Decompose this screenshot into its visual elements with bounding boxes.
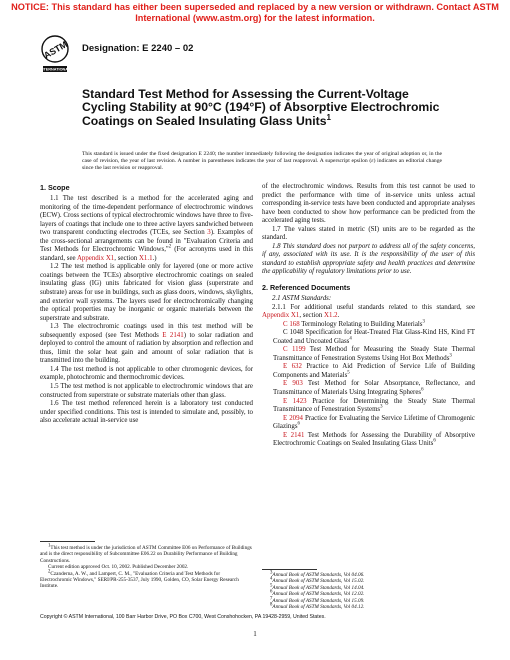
para-2-1: 2.1 ASTM Standards: — [272, 295, 332, 303]
reference-title: Test Method for Measuring the Steady State Thermal Transmittance of Fenestration Systems Using Hot Box Methods — [273, 346, 475, 362]
referenced-docs-heading: 2. Referenced Documents — [262, 283, 351, 293]
reference-title: Test Methods for Assessing the Durability of Absorptive Electrochromic Coatings on Sealed Insulating Glass Units — [273, 431, 475, 448]
left-column — [40, 183, 253, 426]
reference-item — [262, 329, 475, 346]
footnote-8: $^8$Annual Book of ASTM Standards, Vol 04.12. — [270, 602, 365, 611]
section-3-link[interactable]: 3 — [207, 229, 211, 237]
reference-title: Practice for Evaluating the Service Lifetime of Chromogenic Glazings — [273, 414, 475, 431]
reference-footnote-ref: 3 — [449, 353, 452, 359]
para-1-5: 1.5 The test method is not applicable to electrochromic windows that are constructed from superstrate or substrate materials other than glass. — [40, 383, 253, 399]
title-footnote-ref: 1 — [326, 112, 331, 122]
page-number: 1 — [253, 630, 257, 638]
reference-code-link[interactable]: E 2141 — [283, 431, 305, 439]
footnote-6: $^6$Annual Book of ASTM Standards, Vol 12.02. — [270, 589, 365, 598]
reference-footnote-ref: 3 — [380, 404, 383, 410]
footnote-5: $^5$Annual Book of ASTM Standards, Vol 14.04. — [270, 583, 365, 591]
reference-footnote-ref: 6 — [421, 387, 424, 393]
footnote-1: This test method is under the jurisdiction of ASTM Committee E06 on Performance of Buildings and is the direct responsibility of Subcommittee E06.22 on Durability Performance of Building Constructions. — [40, 545, 252, 564]
reference-item — [262, 415, 475, 432]
scope-heading: 1. Scope — [40, 183, 70, 192]
para-2-1-1: 2.1.1 For additional useful standards related to this standard, see Appendix X1, section X1.2. — [262, 303, 475, 320]
astm-logo — [40, 33, 70, 77]
reference-code-link[interactable]: E 632 — [283, 363, 302, 371]
appendix-x1-link-2[interactable]: Appendix X1 — [262, 312, 300, 320]
left-footnotes: $^1$This test method is under the jurisdiction of ASTM Committee E06 on Performance of Buildings and is the direct responsibility of Subcommittee E06.22 on Durability Performance of Building Constructions. Current edition approved Oct. 10, 2002. Published December 2002. $^2$Czanderna, A. W., and Lampert, C. M., "Evaluation Criteria and Test Methods for Electrochromic Windows," SERI/PR-255-3537, July 1990, Golden, CO, Solar Energy Research Institute. — [40, 543, 252, 590]
designation: Designation: E 2240 – 02 — [82, 43, 194, 54]
logo-wordmark: INTERNATIONAL — [40, 67, 70, 72]
reference-code-link: C 1048 — [283, 329, 304, 337]
reference-title: Test Method for Solar Absorptance, Reflectance, and Transmittance of Materials Using Integrating Spheres — [273, 380, 475, 397]
reference-footnote-ref: 6 — [297, 421, 300, 427]
reference-title: Practice to Aid Prediction of Service Life of Building Components and Materials — [273, 363, 475, 379]
reference-item — [262, 398, 475, 415]
reference-item — [262, 321, 475, 330]
reference-item — [262, 380, 475, 397]
reference-code-link[interactable]: C 168 — [283, 320, 300, 328]
x1-1-link[interactable]: X1.1 — [138, 254, 153, 262]
footnote-2: Czanderna, A. W., and Lampert, C. M., "Evaluation Criteria and Test Methods for Electrochromic Windows," SERI/PR-255-3537, July 1990, Golden, CO, Solar Energy Research Institute. — [40, 570, 239, 590]
title-text: Standard Test Method for Assessing the Current-Voltage Cycling Stability at 90°C (194°F) of Absorptive Electrochromic Coatings on Sealed Insulating Glass Units — [82, 87, 440, 128]
reference-item — [262, 363, 475, 380]
para-1-2: 1.2 The test method is applicable only for layered (one or more active coatings between the TCEs) absorptive electrochromic coatings on sealed insulating glass (IG) units fabricated for vision glass (superstrate and substrate) areas for use in buildings, such as glass doors, windows, skylights, and exterior wall systems. The layers used for electrochromically changing the optical properties may be inorganic or organic materials between the superstrate and substrate. — [40, 263, 253, 322]
para-1-1: 1.1 The test described is a method for the accelerated aging and monitoring of the time-dependent performance of electrochromic windows (ECW). Cross sections of typical electrochromic windows have three to five-layers of coatings that include one to three active layers sandwiched between two transparent conducting electrodes (TCEs, see Section 3). Examples of the cross-sectional arrangements can be found in "Evaluation Criteria and Test Methods for Electrochromic Windows,"$^2$ (For acronyms used in this standard, see Appendix X1, section X1.1.) — [40, 195, 253, 262]
reference-code-link[interactable]: E 1423 — [283, 397, 307, 405]
document-title — [82, 88, 442, 128]
para-1-6-cont: of the electrochromic windows. Results from this test cannot be used to predict the performance with time of in-service units unless actual corresponding in-service tests have been conducted and appropriate analyses have been conducted to show how performance can be predicted from the accelerated aging tests. — [262, 183, 475, 225]
reference-list — [262, 321, 475, 449]
para-1-7: 1.7 The values stated in metric (SI) units are to be regarded as the standard. — [262, 225, 475, 242]
para-1-6: 1.6 The test method referenced herein is a laboratory test conducted under specified conditions. This test is intended to simulate and, possibly, to also accelerate actual in-service use — [40, 400, 253, 425]
reference-title: Specification for Heat-Treated Flat Glass-Kind HS, Kind FT Coated and Uncoated Glass — [273, 329, 475, 345]
reference-footnote-ref: 4 — [349, 336, 352, 342]
reference-item — [262, 346, 475, 363]
footnote-4: $^4$Annual Book of ASTM Standards, Vol 15.02. — [270, 576, 365, 585]
right-footnotes — [262, 572, 475, 610]
para-1-8: 1.8 This standard does not purport to address all of the safety concerns, if any, associated with its use. It is the responsibility of the user of this standard to establish appropriate safety and health practices and determine the applicability of regulatory limitations prior to use. — [262, 242, 475, 276]
para-1-4: 1.4 The test method is not applicable to other chromogenic devices, for example, photochromic and thermochromic devices. — [40, 365, 253, 382]
right-column — [262, 183, 475, 449]
reference-title: Terminology Relating to Building Materials — [299, 320, 423, 328]
reference-footnote-ref: 6 — [433, 439, 436, 445]
svg-text:ASTM: ASTM — [41, 39, 70, 61]
copyright-footer: Copyright © ASTM International, 100 Barr Harbor Drive, PO Box C700, West Conshohocken, PA 19428-2959, United States. — [40, 614, 326, 620]
notice-line-2: International (www.astm.org) for the latest information. — [135, 13, 375, 23]
footnote-1-edition: Current edition approved Oct. 10, 2002. Published December 2002. — [48, 564, 189, 571]
para-1-3: 1.3 The electrochromic coatings used in this test method will be subsequently exposed (see Test Methods E 2141) to solar radiation and deployed to control the amount of radiation by absorption and reflection and thus, limit the solar heat gain and amount of solar radiation that is transmitted into the building. — [40, 323, 253, 365]
withdrawn-notice — [0, 2, 510, 24]
reference-footnote-ref: 5 — [347, 370, 350, 376]
footnote-7: $^7$Annual Book of ASTM Standards, Vol 15.09. — [270, 595, 365, 604]
reference-code-link[interactable]: E 2094 — [283, 414, 303, 422]
footnote-3: $^3$Annual Book of ASTM Standards, Vol 04.06. — [270, 570, 365, 578]
reference-code-link[interactable]: E 903 — [283, 380, 303, 388]
reference-code-link[interactable]: C 1199 — [283, 346, 306, 354]
reference-footnote-ref: 3 — [422, 319, 425, 325]
reference-title: Practice for Determining the Steady State Thermal Transmittance of Fenestration Systems — [273, 397, 475, 414]
appendix-x1-link[interactable]: Appendix X1 — [76, 254, 115, 262]
reference-item — [262, 432, 475, 449]
e2141-link[interactable]: E 2141 — [162, 331, 184, 339]
notice-line-1: NOTICE: This standard has either been superseded and replaced by a new version or withdrawn. Contact ASTM — [11, 2, 499, 12]
x1-2-link[interactable]: X1.2 — [324, 312, 338, 320]
left-footnote-rule — [40, 541, 95, 542]
issuance-note: This standard is issued under the fixed designation E 2240; the number immediately following the designation indicates the year of original adoption or, in the case of revision, the year of last revision. A number in parentheses indicates the year of last reapproval. A superscript epsilon (ε) indicates an editorial change since the last revision or reapproval. — [82, 151, 442, 172]
